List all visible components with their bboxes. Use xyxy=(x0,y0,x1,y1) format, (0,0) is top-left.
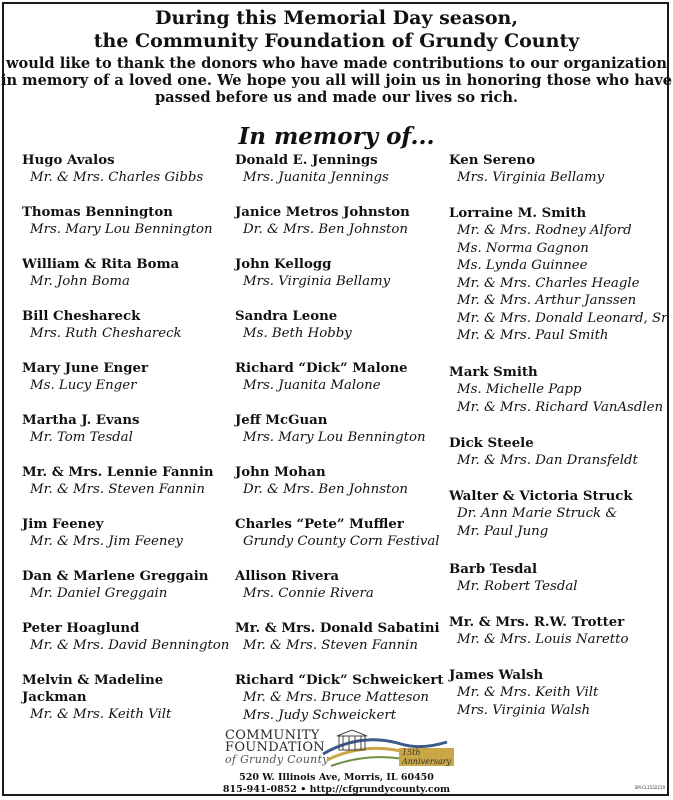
donor-name: Dr. & Mrs. Ben Johnston xyxy=(243,482,408,497)
donor-name: Mr. & Mrs. Charles Gibbs xyxy=(30,170,204,185)
honoree-name: William & Rita Boma xyxy=(22,257,180,272)
memorial-entry xyxy=(235,360,447,395)
donor-name: Mrs. Virginia Walsh xyxy=(457,702,591,718)
honoree-name: Dick Steele xyxy=(449,436,534,451)
intro-line3: passed before us and made our lives so rich. xyxy=(154,89,519,106)
donor-name: Mr. Tom Tesdal xyxy=(30,430,133,445)
memorial-entry xyxy=(22,360,227,395)
donor-name: Mr. & Mrs. Donald Leonard, Sr. xyxy=(457,310,671,326)
honoree-name: Mr. & Mrs. Lennie Fannin xyxy=(22,465,214,480)
honoree-name: Ken Sereno xyxy=(449,153,536,168)
donor-name: Mr. & Mrs. Steven Fannin xyxy=(30,482,205,497)
donor-name: Mr. Paul Jung xyxy=(457,523,549,539)
donor-name: Mr. & Mrs. Paul Smith xyxy=(457,328,609,343)
intro-line1: would like to thank the donors who have made contributions to our organization xyxy=(5,55,668,72)
donor-name: Mr. & Mrs. Dan Dransfeldt xyxy=(457,453,638,468)
honoree-name: Charles “Pete” Muffler xyxy=(235,517,404,532)
honoree-name: Donald E. Jennings xyxy=(235,153,378,168)
donor-name: Grundy County Corn Festival xyxy=(243,534,440,549)
memorial-entry xyxy=(235,152,447,187)
memorial-entry xyxy=(235,308,447,343)
memorial-entry xyxy=(449,667,665,719)
donor-name: Mrs. Ruth Cheshareck xyxy=(30,326,182,341)
donor-name: Mr. Daniel Greggain xyxy=(30,586,168,601)
community-foundation-logo xyxy=(223,728,453,772)
memorial-entry xyxy=(235,256,447,291)
ad-header xyxy=(0,6,673,106)
donor-name: Ms. Lynda Guinnee xyxy=(457,258,588,273)
donor-name: Mrs. Connie Rivera xyxy=(243,586,374,601)
memorial-entry xyxy=(22,152,227,187)
honoree-name: Jackman xyxy=(22,690,87,705)
donor-name: Mr. & Mrs. Keith Vilt xyxy=(457,685,599,700)
memorial-entry xyxy=(235,412,447,447)
memorial-entry xyxy=(22,204,227,239)
memorial-entry xyxy=(235,568,447,603)
donor-name: Mr. & Mrs. Richard VanAsdlen xyxy=(457,399,664,415)
ad-code: SM-CL1532219 xyxy=(634,785,665,790)
headline-line2: the Community Foundation of Grundy County xyxy=(93,30,580,52)
donor-name: Mrs. Virginia Bellamy xyxy=(243,274,391,289)
memorial-entry xyxy=(22,412,227,447)
anniversary-badge: 15th Anniversary xyxy=(399,748,454,766)
honoree-name: Barb Tesdal xyxy=(449,562,538,577)
honoree-name: Martha J. Evans xyxy=(22,413,140,428)
honoree-name: Sandra Leone xyxy=(235,309,338,324)
footer-phone-web: 815-941-0852 • http://cfgrundycounty.com xyxy=(222,784,451,795)
honoree-name: Richard “Dick” Schweickert xyxy=(235,673,444,688)
memorial-entry xyxy=(22,464,227,499)
headline-line1: During this Memorial Day season, xyxy=(155,7,518,29)
memorial-entry xyxy=(449,205,671,345)
memorial-entry xyxy=(235,204,447,239)
donor-name: Ms. Lucy Enger xyxy=(30,378,137,393)
honoree-name: Peter Hoaglund xyxy=(22,621,140,636)
donor-name: Mr. & Mrs. Keith Vilt xyxy=(30,707,172,722)
memorial-entry xyxy=(22,672,227,724)
honoree-name: Richard “Dick” Malone xyxy=(235,361,408,376)
honoree-name: Lorraine M. Smith xyxy=(449,206,587,221)
memorial-entry xyxy=(449,561,665,596)
donor-name: Mr. John Boma xyxy=(30,274,130,289)
memorial-entry xyxy=(449,488,665,540)
donor-name: Mr. Robert Tesdal xyxy=(457,579,578,594)
honoree-name: John Mohan xyxy=(235,465,326,480)
honoree-name: Melvin & Madeline xyxy=(22,673,164,688)
logo-line-foundation: FOUNDATION xyxy=(225,740,325,755)
donor-name: Mr. & Mrs. Louis Naretto xyxy=(457,632,629,647)
honoree-name: Allison Rivera xyxy=(235,569,340,584)
memorial-entry xyxy=(22,516,227,551)
honoree-name: Mark Smith xyxy=(449,365,538,380)
memorial-entry xyxy=(22,620,230,655)
honoree-name: Mary June Enger xyxy=(22,361,148,376)
logo-line-community: COMMUNITY xyxy=(225,728,320,743)
in-memory-heading: In memory of... xyxy=(238,123,435,150)
memorial-entry xyxy=(235,672,447,724)
footer-address: 520 W. Illinois Ave, Morris, IL 60450 xyxy=(239,772,434,783)
donor-name: Mrs. Virginia Bellamy xyxy=(457,170,605,185)
donor-name: Mr. & Mrs. David Bennington xyxy=(30,638,230,653)
donor-name: Ms. Beth Hobby xyxy=(243,326,352,341)
logo-wordmark xyxy=(225,730,329,766)
memorial-entry xyxy=(22,256,227,291)
memorial-entry xyxy=(449,614,665,649)
honoree-name: Janice Metros Johnston xyxy=(235,205,410,220)
donor-name: Dr. & Mrs. Ben Johnston xyxy=(243,222,408,237)
donor-name: Mrs. Juanita Jennings xyxy=(243,170,389,185)
memorial-entry xyxy=(235,516,447,551)
donor-name: Ms. Norma Gagnon xyxy=(457,240,589,256)
honoree-name: Mr. & Mrs. Donald Sabatini xyxy=(235,621,440,636)
donor-name: Dr. Ann Marie Struck & xyxy=(457,506,618,521)
donor-name: Mr. & Mrs. Jim Feeney xyxy=(30,534,183,549)
memorial-entry xyxy=(449,435,665,470)
footer-contact xyxy=(0,772,673,796)
honoree-name: Mr. & Mrs. R.W. Trotter xyxy=(449,615,625,630)
honoree-name: Hugo Avalos xyxy=(22,153,115,168)
memorial-entry xyxy=(235,464,447,499)
memorial-entry xyxy=(235,620,447,655)
donor-name: Mr. & Mrs. Rodney Alford xyxy=(457,223,632,238)
memorial-entry xyxy=(449,152,665,187)
donor-name: Mrs. Judy Schweickert xyxy=(243,707,397,723)
donor-name: Ms. Michelle Papp xyxy=(457,382,582,397)
memorial-entry xyxy=(22,308,227,343)
logo-line-grundy: of Grundy County xyxy=(225,753,329,766)
donor-name: Mr. & Mrs. Steven Fannin xyxy=(243,638,418,653)
memorial-entry xyxy=(22,568,227,603)
donor-name: Mrs. Mary Lou Bennington xyxy=(30,222,213,237)
donor-name: Mr. & Mrs. Bruce Matteson xyxy=(243,690,430,705)
donor-name: Mrs. Mary Lou Bennington xyxy=(243,430,426,445)
intro-line2: in memory of a loved one. We hope you all will join us in honoring those who have xyxy=(0,72,673,89)
honoree-name: Jeff McGuan xyxy=(235,413,328,428)
memorial-entry xyxy=(449,364,665,416)
honoree-name: Bill Cheshareck xyxy=(22,309,141,324)
honoree-name: Thomas Bennington xyxy=(22,205,173,220)
honoree-name: Walter & Victoria Struck xyxy=(449,489,633,504)
honoree-name: James Walsh xyxy=(449,668,544,683)
donor-name: Mrs. Juanita Malone xyxy=(243,378,381,393)
donor-name: Mr. & Mrs. Arthur Janssen xyxy=(457,293,637,308)
donor-name: Mr. & Mrs. Charles Heagle xyxy=(457,275,640,291)
honoree-name: Jim Feeney xyxy=(22,517,104,532)
honoree-name: John Kellogg xyxy=(235,257,332,272)
honoree-name: Dan & Marlene Greggain xyxy=(22,569,209,584)
